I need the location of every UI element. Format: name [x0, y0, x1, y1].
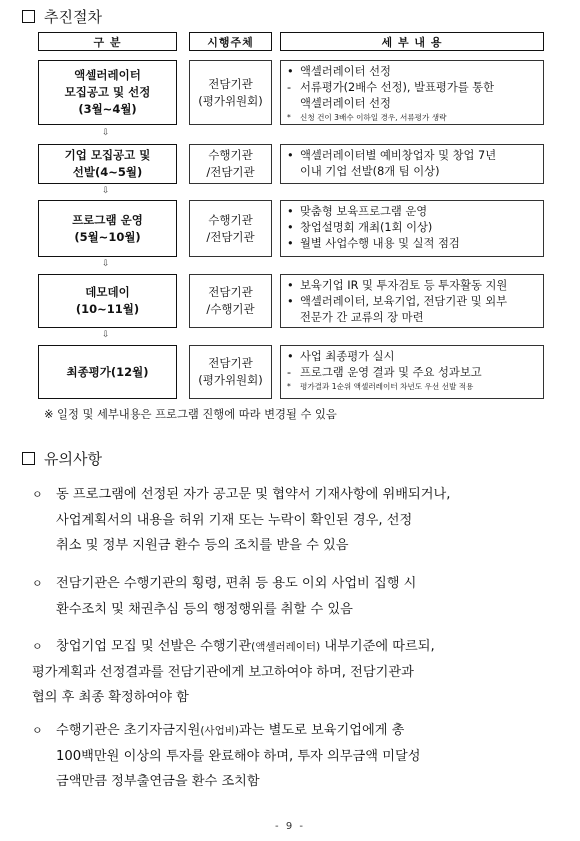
- stage-line: 액셀러레이터: [74, 68, 141, 83]
- bullet-mark: •: [287, 350, 294, 363]
- agency-cell: [189, 144, 272, 184]
- notice-line: 동 프로그램에 선정된 자가 공고문 및 협약서 기재사항에 위배되거나,: [56, 487, 451, 502]
- details-cell: [280, 144, 544, 184]
- agency-line: 전담기관: [208, 356, 253, 371]
- detail-text: 전문가 간 교류의 장 마련: [300, 311, 424, 325]
- agency-line: /전담기관: [206, 165, 255, 179]
- footnote-text: 평가결과 1순위 액셀러레이터 차년도 우선 선발 적용: [300, 382, 474, 392]
- page-number: - 9 -: [275, 821, 305, 832]
- agency-cell: [189, 274, 272, 328]
- agency-line: (평가위원회): [198, 93, 263, 108]
- notice-item: [32, 482, 552, 559]
- section-title: 유의사항: [44, 450, 102, 468]
- detail-text: 프로그램 운영 결과 및 주요 성과보고: [300, 366, 482, 380]
- circle-bullet-icon: ㅇ: [32, 724, 43, 737]
- footnote-mark: *: [287, 382, 291, 392]
- stage-cell: [38, 274, 177, 328]
- detail-text: 액셀러레이터별 예비창업자 및 창업 7년: [300, 149, 497, 162]
- stage-cell: [38, 60, 177, 125]
- notice-line: [56, 718, 404, 744]
- bullet-mark: •: [287, 279, 294, 292]
- notice-line: [56, 634, 435, 660]
- details-cell: [280, 345, 544, 399]
- details-cell: [280, 200, 544, 257]
- notice-line: 금액만큼 정부출연금을 환수 조치함: [56, 774, 260, 790]
- agency-line: /수행기관: [206, 302, 255, 316]
- circle-bullet-icon: ㅇ: [32, 488, 43, 501]
- stage-cell: [38, 144, 177, 184]
- stage-line: (5월~10월): [74, 229, 141, 244]
- notice-line: 협의 후 최종 확정하여야 함: [32, 690, 189, 706]
- stage-line: 최종평가(12월): [66, 364, 149, 379]
- stage-line: 프로그램 운영: [72, 212, 143, 227]
- agency-line: 전담기관: [208, 285, 253, 300]
- stage-cell: [38, 345, 177, 399]
- detail-text: 월별 사업수행 내용 및 실적 점검: [300, 237, 460, 251]
- col-header-agency: 시행주체: [189, 32, 272, 51]
- down-arrow-icon: ⇩: [102, 259, 110, 269]
- detail-text: 보육기업 IR 및 투자검토 등 투자활동 지원: [300, 279, 508, 292]
- detail-text: 액셀러레이터, 보육기업, 전담기관 및 외부: [300, 295, 508, 309]
- notice-line: 전담기관은 수행기관의 횡령, 편취 등 용도 이외 사업비 집행 시: [56, 576, 417, 591]
- stage-line: 기업 모집공고 및: [64, 148, 151, 163]
- detail-text: 서류평가(2배수 선정), 발표평가를 통한: [300, 81, 495, 95]
- agency-cell: [189, 345, 272, 399]
- section-heading-notices: [22, 448, 102, 469]
- col-header-stage: 구 분: [38, 32, 177, 51]
- bullet-mark: •: [287, 205, 294, 218]
- stage-line: 데모데이: [85, 285, 130, 300]
- detail-text: 액셀러레이터 선정: [300, 65, 391, 78]
- bullet-mark: •: [287, 237, 294, 251]
- down-arrow-icon: ⇩: [102, 128, 110, 138]
- details-cell: [280, 274, 544, 328]
- bullet-mark: •: [287, 295, 294, 309]
- agency-line: 수행기관: [208, 212, 253, 227]
- detail-text: 이내 기업 선발(8개 팀 이상): [300, 165, 440, 179]
- notice-text: 창업기업 모집 및 선발은 수행기관: [56, 639, 252, 654]
- bullet-mark: -: [287, 366, 292, 380]
- detail-text: 액셀러레이터 선정: [300, 97, 391, 111]
- notice-item: [32, 634, 552, 711]
- down-arrow-icon: ⇩: [102, 186, 110, 196]
- agency-cell: [189, 60, 272, 125]
- detail-text: 창업설명회 개최(1회 이상): [300, 221, 433, 235]
- bullet-mark: -: [287, 81, 292, 95]
- circle-bullet-icon: ㅇ: [32, 640, 43, 653]
- notice-line: 환수조치 및 채권추심 등의 행정행위를 취할 수 있음: [56, 601, 353, 617]
- notice-line: 100백만원 이상의 투자를 완료해야 하며, 투자 의무금액 미달성: [56, 748, 421, 764]
- stage-line: 모집공고 및 선정: [64, 85, 151, 100]
- notice-item: [32, 718, 552, 795]
- details-cell: [280, 60, 544, 125]
- down-arrow-icon: ⇩: [102, 330, 110, 340]
- checkbox-square-icon: [22, 10, 35, 23]
- footnote-mark: *: [287, 113, 291, 123]
- notice-small-text: (액셀러레이터): [251, 641, 321, 653]
- stage-line: 선발(4~5월): [72, 165, 143, 179]
- circle-bullet-icon: ㅇ: [32, 577, 43, 590]
- footnote-text: 신청 건이 3배수 이하일 경우, 서류평가 생략: [300, 113, 447, 123]
- stage-line: (10~11월): [75, 302, 140, 316]
- notice-text: 수행기관은 초기자금지원: [56, 723, 201, 738]
- agency-cell: [189, 200, 272, 257]
- stage-cell: [38, 200, 177, 257]
- agency-line: (평가위원회): [198, 373, 263, 387]
- detail-text: 맞춤형 보육프로그램 운영: [300, 205, 428, 218]
- notice-line: 평가계획과 선정결과를 전담기관에게 보고하여야 하며, 전담기관과: [32, 664, 414, 680]
- bullet-mark: •: [287, 149, 294, 162]
- agency-line: 전담기관: [208, 76, 253, 91]
- section-heading-procedure: [22, 6, 102, 27]
- col-header-details: 세 부 내 용: [280, 32, 544, 51]
- stage-line: (3월~4월): [78, 101, 137, 116]
- notice-line: 취소 및 정부 지원금 환수 등의 조치를 받을 수 있음: [56, 538, 349, 554]
- agency-line: /전담기관: [206, 229, 255, 244]
- notice-line: 사업계획서의 내용을 허위 기재 또는 누락이 확인된 경우, 선정: [56, 512, 413, 528]
- section-title: 추진절차: [44, 8, 102, 26]
- bullet-mark: •: [287, 65, 294, 78]
- agency-line: 수행기관: [208, 148, 253, 163]
- notice-text: 내부기준에 따르되,: [320, 639, 435, 654]
- schedule-note: ※ 일정 및 세부내용은 프로그램 진행에 따라 변경될 수 있음: [44, 408, 337, 421]
- bullet-mark: •: [287, 221, 294, 235]
- notice-text: 과는 별도로 보육기업에게 총: [238, 723, 405, 738]
- notice-item: [32, 571, 552, 622]
- notice-small-text: (사업비): [200, 725, 239, 737]
- detail-text: 사업 최종평가 실시: [300, 350, 395, 363]
- checkbox-square-icon: [22, 452, 35, 465]
